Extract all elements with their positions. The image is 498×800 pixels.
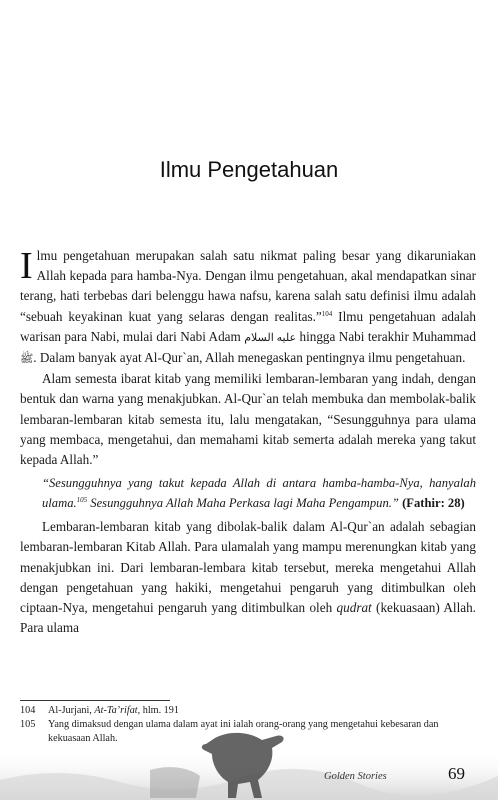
paragraph-3-text-a: Lembaran-lembaran kitab yang dibolak-balik dalam Al-Qur`an adalah sebagian lembaran-lembaran Kitab Allah. Para ulamalah yang mampu merenungkan kitab yang menakjubkan ini. Dari lembaran-lembara kitab tersebut, mereka mengetahui Allah dengan pengetahuan yang hakiki, mengetahui pengaruh yang ditimbulkan oleh ciptaan-Nya, mengetahui pengaruh yang ditimbulkan oleh — [20, 519, 476, 616]
honorific-saw: ﷺ — [20, 353, 34, 366]
paragraph-1 — [20, 246, 476, 369]
paragraph-3 — [20, 517, 476, 638]
paragraph-3-text-b: (kekuasaan) Allah. Para ulama — [20, 600, 476, 636]
paragraph-2: Alam semesta ibarat kitab yang memiliki lembaran-lembaran yang indah, dengan bentuk dan warna yang menakjubkan. Al-Qur`an telah membuka dan membolak-balik lembaran-lembaran kitab semesta itu, lalu mengatakan, “Sesungguhnya para ulama yang membaca, mengetahui, dan memahami kitab semerta adalah mereka yang takut kepada Allah.” — [20, 371, 476, 468]
footnote-text: Yang dimaksud dengan ulama dalam ayat ini ialah orang-orang yang mengetahui kebesaran dan kekuasaan Allah. — [48, 719, 439, 744]
page-number: 69 — [448, 764, 465, 783]
quote-text-a: “Sesungguhnya yang takut kepada Allah di antara hamba-hamba-Nya, hanyalah ulama. — [42, 476, 476, 511]
footnote-text-italic: At-Ta’rifat, — [94, 705, 141, 716]
footnote-ref-104: 104 — [321, 309, 333, 318]
footnote-number: 105 — [20, 719, 36, 730]
paragraph-1-text-b: Ilmu pengetahuan adalah warisan para Nabi, mulai dari Nabi Adam — [20, 308, 476, 344]
footnote-number: 104 — [20, 705, 36, 716]
chapter-title: Ilmu Pengetahuan — [159, 156, 339, 182]
footnote-ref-105: 105 — [76, 496, 88, 505]
quote-text-b: Sesungguhnya Allah Maha Perkasa lagi Maha Pengampun.” — [87, 496, 399, 511]
quran-quote — [42, 473, 476, 513]
paragraph-3-italic: qudrat — [336, 600, 372, 616]
footnote-text-post: hlm. 191 — [140, 705, 179, 716]
paragraph-1-text-c: hingga Nabi terakhir Muhammad — [296, 328, 476, 344]
body-text — [20, 246, 476, 638]
honorific-alaihissalam: عليه السلام — [244, 331, 297, 344]
footer-watermark-image — [0, 710, 498, 800]
paragraph-1-text-a: lmu pengetahuan merupakan salah satu nikmat paling besar yang dikaruniakan Allah kepada para hamba-Nya. Dengan ilmu pengetahuan, akal mendapatkan sinar terang, hati terbebas dari belenggu hawa nafsu, karena salah satu definisi ilmu adalah “sebuah keyakinan kuat yang selaras dengan realitas.” — [20, 248, 476, 324]
paragraph-1-text-d: . Dalam banyak ayat Al-Qur`an, Allah menegaskan pentingnya ilmu pengetahuan. — [33, 350, 466, 366]
book-title-footer: Golden Stories — [324, 771, 387, 782]
footnote-text-pre: Al-Jurjani, — [48, 705, 95, 716]
quote-reference: (Fathir: 28) — [402, 496, 465, 511]
drop-cap: I — [20, 245, 33, 287]
footnote-divider — [20, 700, 170, 701]
